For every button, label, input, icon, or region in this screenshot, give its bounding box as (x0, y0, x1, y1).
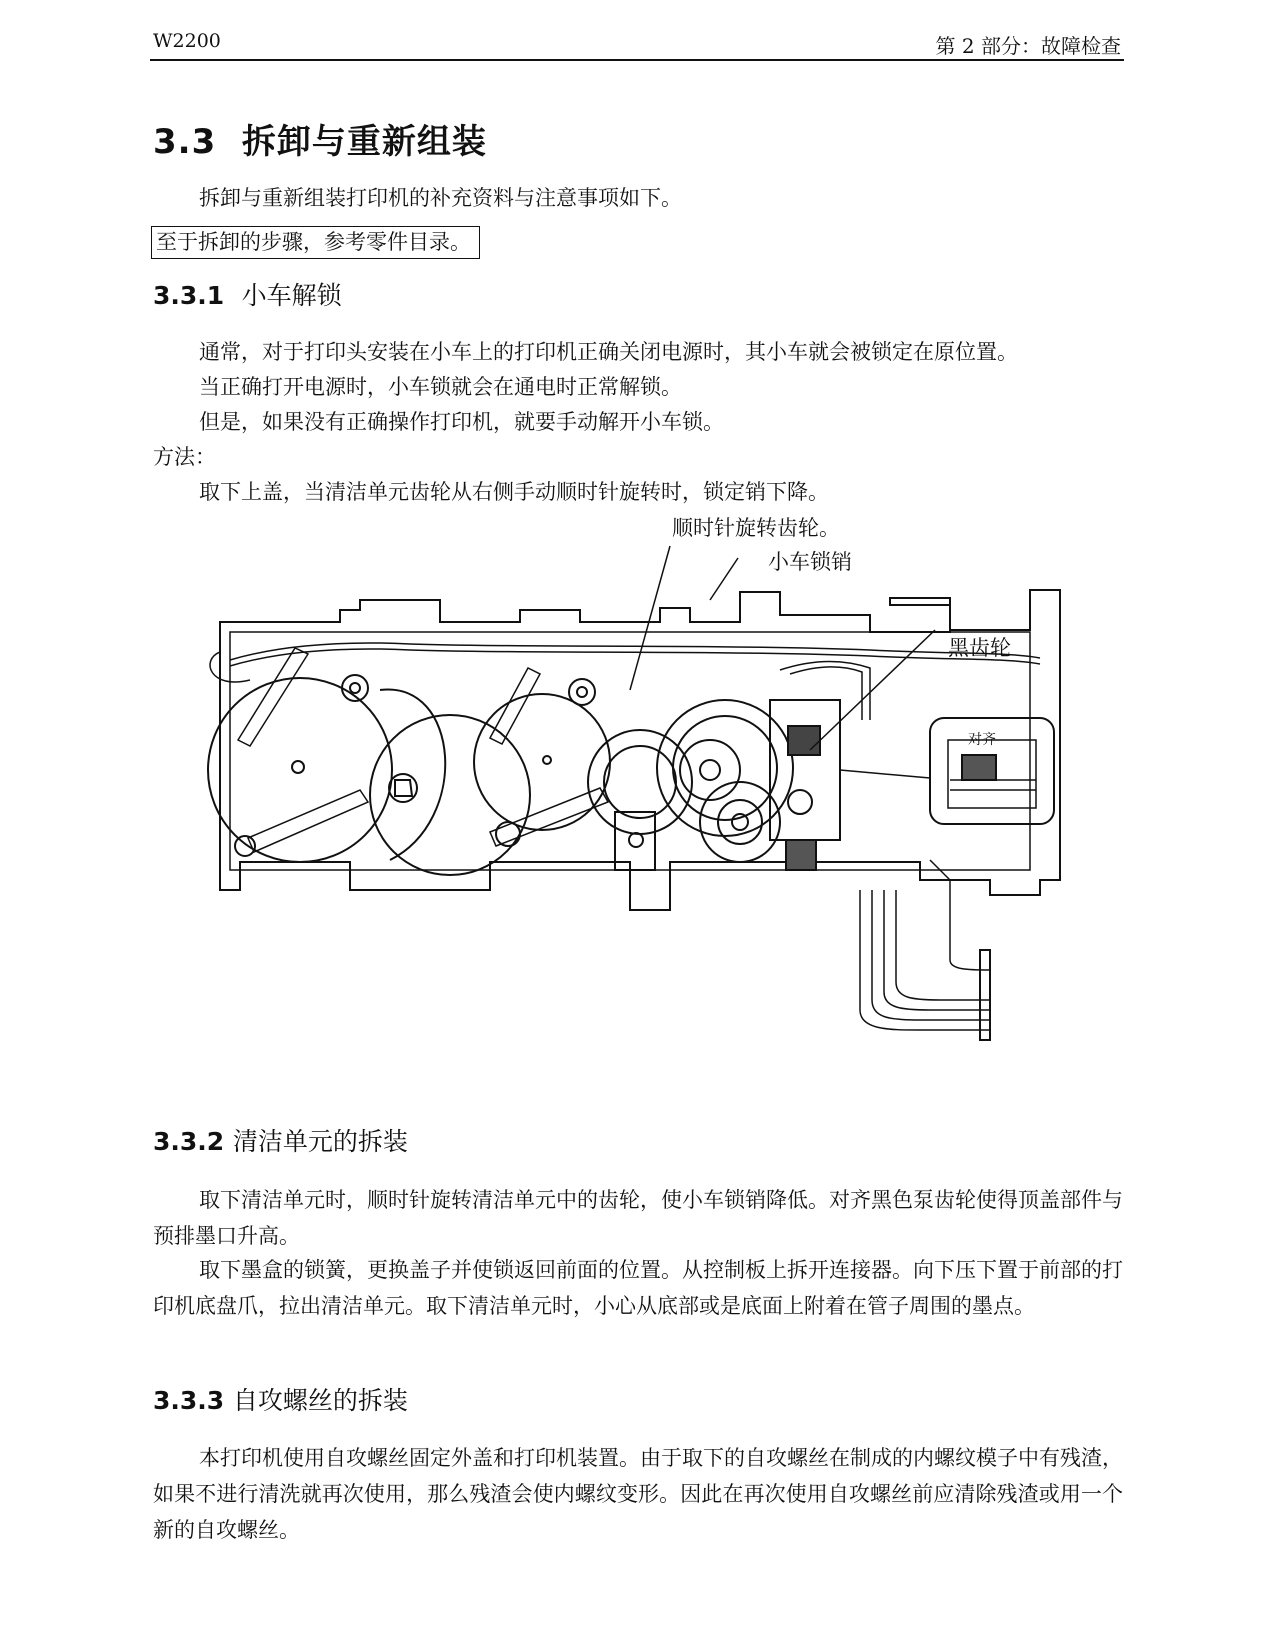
callout-gear-label: 顺时针旋转齿轮。 (672, 516, 840, 540)
subsection-number: 3.3.1 (153, 281, 225, 310)
header-model: W2200 (153, 30, 221, 52)
callout-black-gear-label: 黑齿轮 (948, 636, 1011, 660)
subsection-number: 3.3.2 (153, 1127, 225, 1156)
paragraph: 本打印机使用自攻螺丝固定外盖和打印机装置。由于取下的自攻螺丝在制成的内螺纹模子中有残渣，如果不进行清洗就再次使用，那么残渣会使内螺纹变形。因此在再次使用自攻螺丝前应清除残渣或用一个新的自攻螺丝。 (153, 1446, 1123, 1542)
subsection-heading-331 (153, 276, 342, 312)
paragraph: 但是，如果没有正确操作打印机，就要手动解开小车锁。 (199, 410, 724, 434)
subsection-heading-333 (153, 1381, 408, 1417)
paragraph: 取下墨盒的锁簧，更换盖子并使锁返回前面的位置。从控制板上拆开连接器。向下压下置于前部的打印机底盘爪，拉出清洁单元。取下清洁单元时，小心从底部或是底面上附着在管子周围的墨点。 (153, 1258, 1123, 1318)
paragraph: 取下上盖，当清洁单元齿轮从右侧手动顺时针旋转时，锁定销下降。 (199, 480, 829, 504)
subsection-title: 清洁单元的拆装 (232, 1127, 408, 1156)
subsection-heading-332 (153, 1122, 408, 1158)
paragraph: 通常，对于打印头安装在小车上的打印机正确关闭电源时，其小车就会被锁定在原位置。 (199, 340, 1018, 364)
section-intro: 拆卸与重新组装打印机的补充资料与注意事项如下。 (199, 186, 682, 210)
paragraph: 取下清洁单元时，顺时针旋转清洁单元中的齿轮，使小车锁销降低。对齐黑色泵齿轮使得顶盖部件与预排墨口升高。 (153, 1188, 1123, 1248)
method-label: 方法： (153, 445, 216, 469)
inset-label: 对齐 (968, 732, 996, 748)
printer-mechanism-diagram (190, 540, 1120, 1100)
subsection-title: 自攻螺丝的拆装 (232, 1386, 408, 1415)
callout-pin-label: 小车锁销 (768, 550, 852, 574)
subsection-title: 小车解锁 (241, 281, 342, 310)
section-number: 3.3 (153, 122, 217, 162)
subsection-number: 3.3.3 (153, 1386, 225, 1415)
paragraph: 当正确打开电源时，小车锁就会在通电时正常解锁。 (199, 375, 682, 399)
section-heading (153, 114, 487, 163)
header-rule (150, 59, 1124, 61)
header-section: 第 2 部分：故障检查 (935, 34, 1121, 58)
section-title: 拆卸与重新组装 (241, 122, 487, 162)
boxed-note: 至于拆卸的步骤，参考零件目录。 (151, 226, 480, 259)
